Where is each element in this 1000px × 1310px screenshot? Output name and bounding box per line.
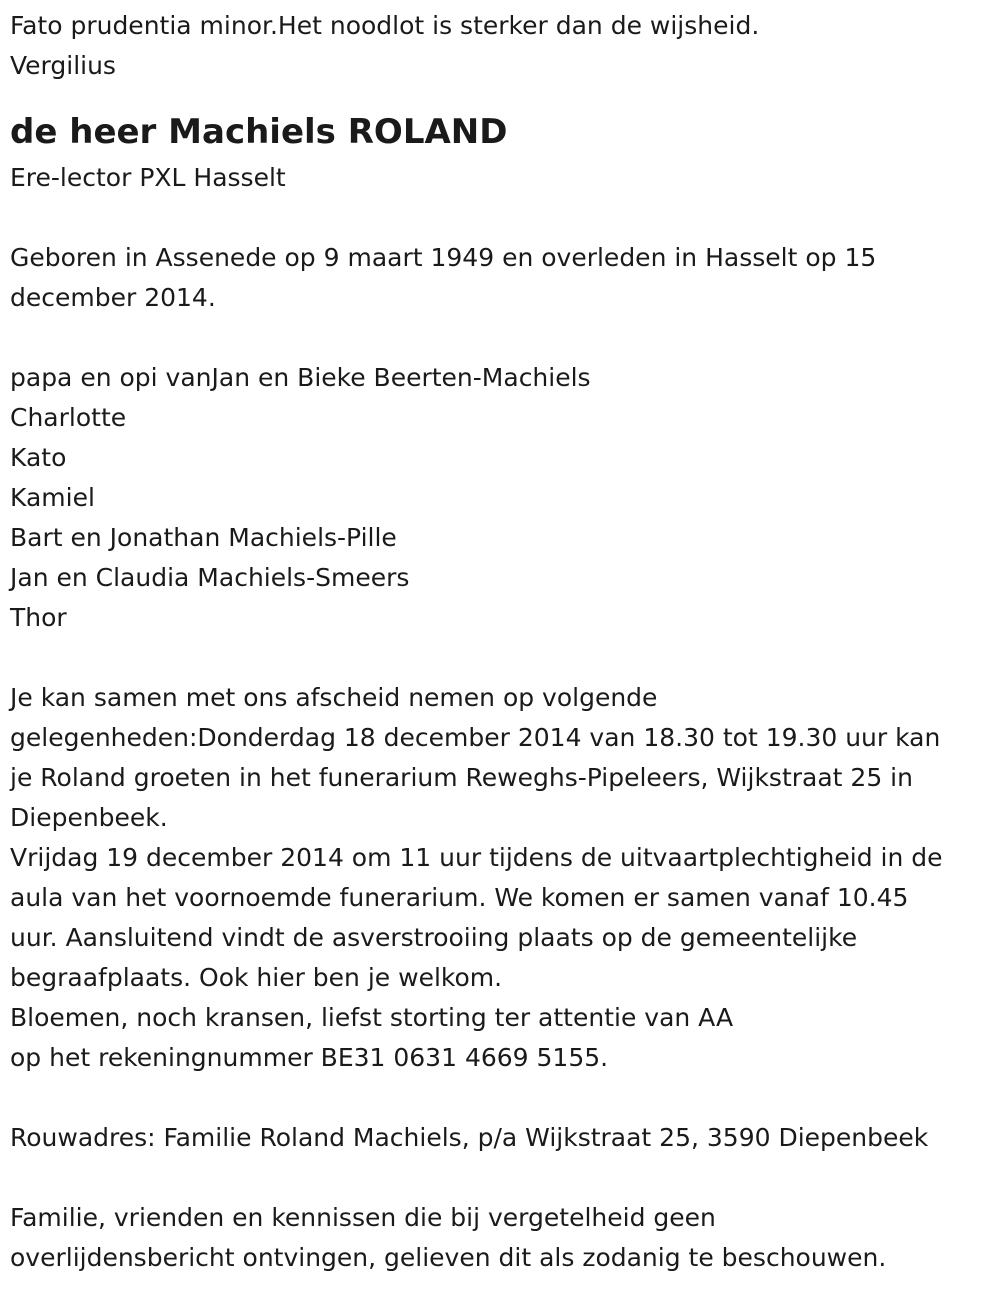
deceased-name: de heer Machiels ROLAND [10, 112, 508, 152]
spacer [10, 1158, 990, 1198]
spacer [10, 318, 990, 358]
farewell-line: uur. Aansluitend vindt de asverstrooiing plaats op de gemeentelijke [10, 923, 858, 952]
family-line: Kato [10, 443, 67, 472]
family-line: Kamiel [10, 483, 95, 512]
deceased-title: Ere-lector PXL Hasselt [10, 163, 286, 192]
quote-text: Fato prudentia minor.Het noodlot is sterker dan de wijsheid. [10, 11, 760, 40]
family-line: papa en opi vanJan en Bieke Beerten-Machiels [10, 363, 591, 392]
farewell-line: gelegenheden:Donderdag 18 december 2014 van 18.30 tot 19.30 uur kan [10, 723, 941, 752]
farewell-line: Je kan samen met ons afscheid nemen op volgende [10, 683, 658, 712]
farewell-paragraph [10, 678, 990, 1078]
closing-line: overlijdensbericht ontvingen, gelieven dit als zodanig te beschouwen. [10, 1243, 887, 1272]
family-line: Thor [10, 603, 67, 632]
quote-author: Vergilius [10, 51, 116, 80]
family-line: Bart en Jonathan Machiels-Pille [10, 523, 397, 552]
closing-line: Familie, vrienden en kennissen die bij vergetelheid geen [10, 1203, 716, 1232]
farewell-line: je Roland groeten in het funerarium Reweghs-Pipeleers, Wijkstraat 25 in [10, 763, 913, 792]
mourning-address: Rouwadres: Familie Roland Machiels, p/a Wijkstraat 25, 3590 Diepenbeek [10, 1123, 929, 1152]
farewell-line: Bloemen, noch kransen, liefst storting ter attentie van AA [10, 1003, 734, 1032]
family-list [10, 358, 990, 638]
spacer [10, 1078, 990, 1118]
birth-death-line: december 2014. [10, 283, 216, 312]
birth-death-line: Geboren in Assenede op 9 maart 1949 en overleden in Hasselt op 15 [10, 243, 877, 272]
family-line: Charlotte [10, 403, 127, 432]
spacer [10, 638, 990, 678]
quote-block [10, 6, 990, 86]
farewell-line: aula van het voornoemde funerarium. We komen er samen vanaf 10.45 [10, 883, 909, 912]
farewell-line: Diepenbeek. [10, 803, 168, 832]
farewell-line: Vrijdag 19 december 2014 om 11 uur tijdens de uitvaartplechtigheid in de [10, 843, 943, 872]
spacer [10, 198, 990, 238]
birth-death-paragraph [10, 238, 990, 318]
farewell-line: op het rekeningnummer BE31 0631 4669 5155. [10, 1043, 609, 1072]
farewell-line: begraafplaats. Ook hier ben je welkom. [10, 963, 503, 992]
closing-paragraph [10, 1198, 990, 1278]
family-line: Jan en Claudia Machiels-Smeers [10, 563, 410, 592]
